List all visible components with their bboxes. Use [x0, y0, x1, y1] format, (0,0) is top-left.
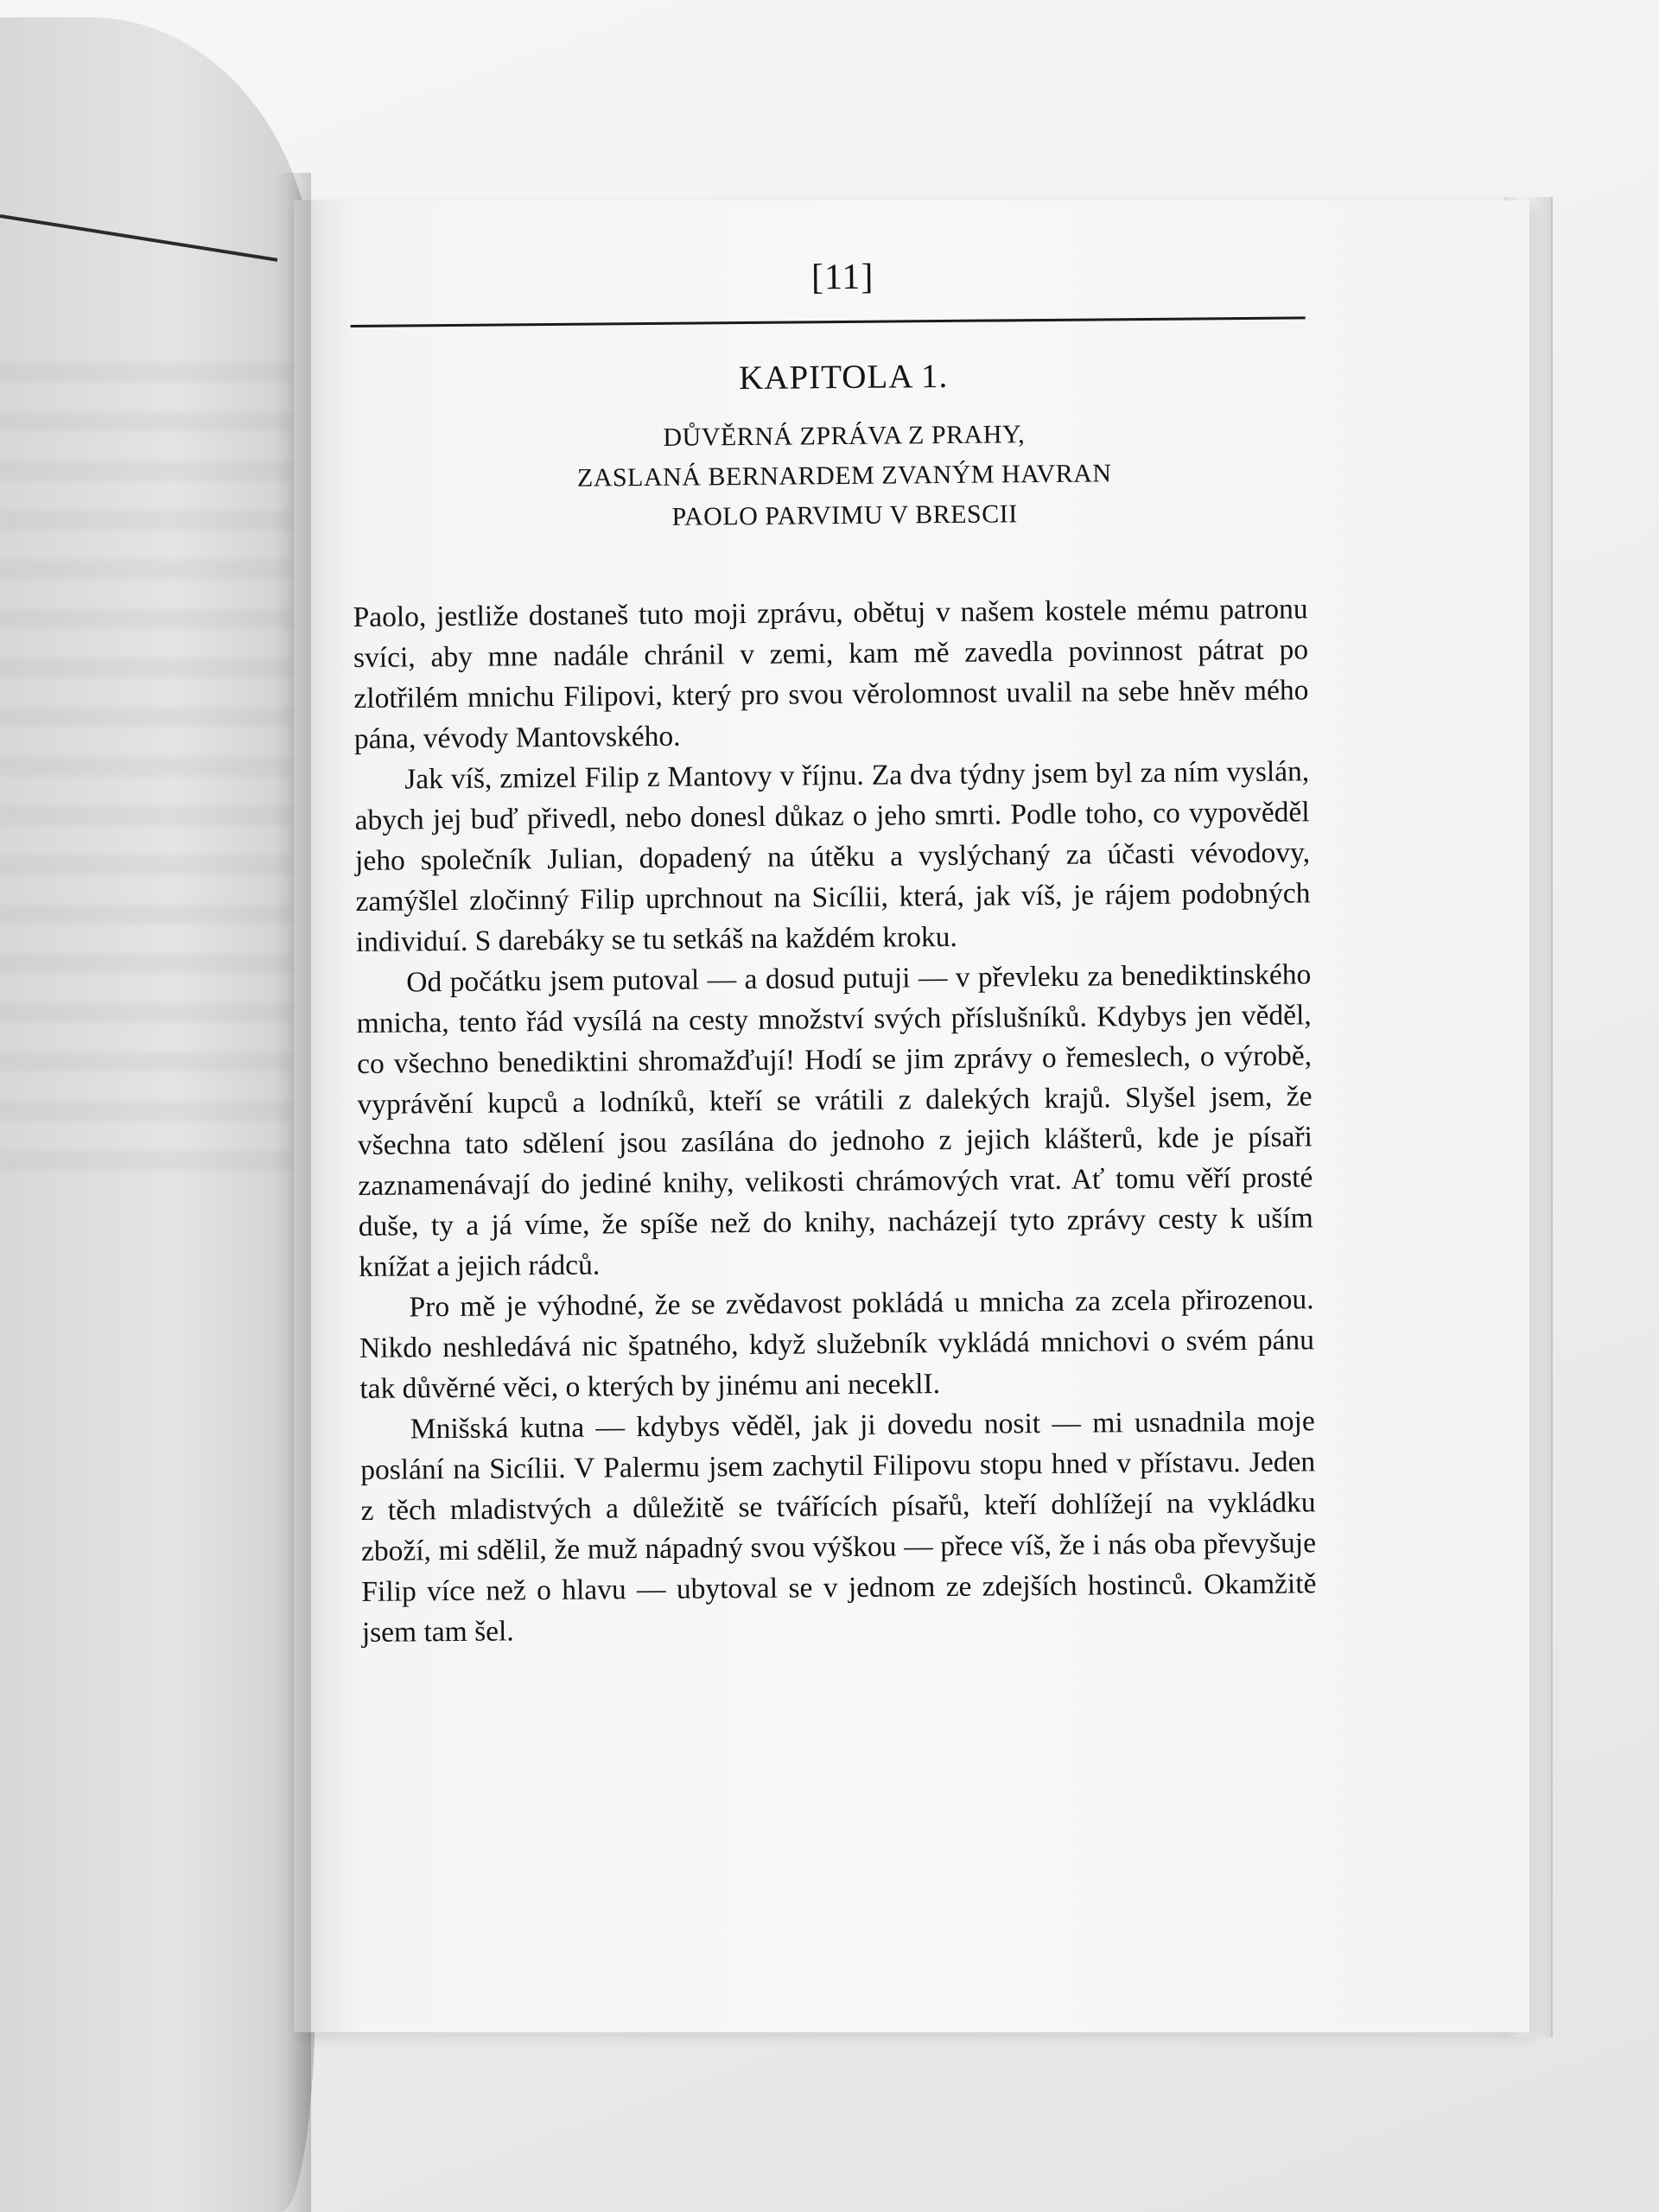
chapter-title-line: DŮVĚRNÁ ZPRÁVA Z PRAHY, [663, 420, 1026, 452]
left-page [0, 17, 315, 2212]
spine-shadow [275, 173, 311, 2212]
paragraph: Od počátku jsem putoval — a dosud putuji — v převleku za benediktinského mnicha, tento řád vysílá na cesty množství svých příslušníků. Kdybys jen věděl, co všechno benediktini shromažďují! Hodí se jim zprávy o řemeslech, o výrobě, vyprávění kupců a lodníků, kteří se vrátili z dalekých krajů. Slyšel jsem, že všechna tato sdělení jsou zasílána do jednoho z jejich klášterů, kde je písaři zaznamenávají do jediné knihy, velikosti chrámových vrat. Ať tomu věří prosté duše, ty a já víme, že spíše než do knihy, nacházejí tyto zprávy cesty k uším knížat a jejich rádců. [356, 958, 1313, 1283]
paragraph: Pro mě je výhodné, že se zvědavost pokládá u mnicha za zcela přirozenou. Nikdo neshledává nic špatného, když služebník vykládá mnichovi o svém pánu tak důvěrné věci, o kterých by jinému ani neceklI. [359, 1283, 1315, 1405]
chapter-title-line: PAOLO PARVIMU V BRESCII [671, 499, 1018, 531]
page-number: [11] [810, 257, 874, 298]
chapter-title [352, 412, 1338, 540]
paragraph: Paolo, jestliže dostaneš tuto moji zprávu, obětuj v našem kostele mému patronu svíci, aby mne nadále chránil v zemi, kam mě zavedla povinnost pátrat po zlotřilém mnichu Filipovi, který pro svou věrolomnost uvalil na sebe hněv mého pána, vévody Mantovského. [353, 593, 1309, 755]
header-rule [351, 316, 1306, 327]
chapter-title-line: ZASLANÁ BERNARDEM ZVANÝM HAVRAN [576, 459, 1112, 493]
chapter-number: KAPITOLA 1. [738, 357, 949, 397]
page-content [350, 251, 1347, 1653]
paragraph: Jak víš, zmizel Filip z Mantovy v říjnu. Za dva týdny jsem byl za ním vyslán, abych jej buď přivedl, nebo donesl důkaz o jeho smrti. Podle toho, co vypověděl jeho společník Julian, dopadený na útěku a vyslýchaný za účasti vévodovy, zamýšlel zločinný Filip uprchnout na Sicílii, která, jak víš, je rájem podobných individuí. S darebáky se tu setkáš na každém kroku. [354, 755, 1311, 958]
body-text [353, 588, 1317, 1653]
left-page-bleed-through [0, 363, 294, 1184]
paragraph: Mnišská kutna — kdybys věděl, jak ji dovedu nosit — mi usnadnila moje poslání na Sicílii. V Palermu jsem zachytil Filipovu stopu hned v přístavu. Jeden z těch mladistvých a důležitě se tvářících písařů, kteří dohlížejí na vykládku zboží, mi sdělil, že muž nápadný svou výškou — přece víš, že i nás oba převyšuje Filip více než o hlavu — ubytoval se v jednom ze zdejších hostinců. Okamžitě jsem tam šel. [360, 1405, 1317, 1649]
left-page-header-rule [0, 214, 277, 262]
